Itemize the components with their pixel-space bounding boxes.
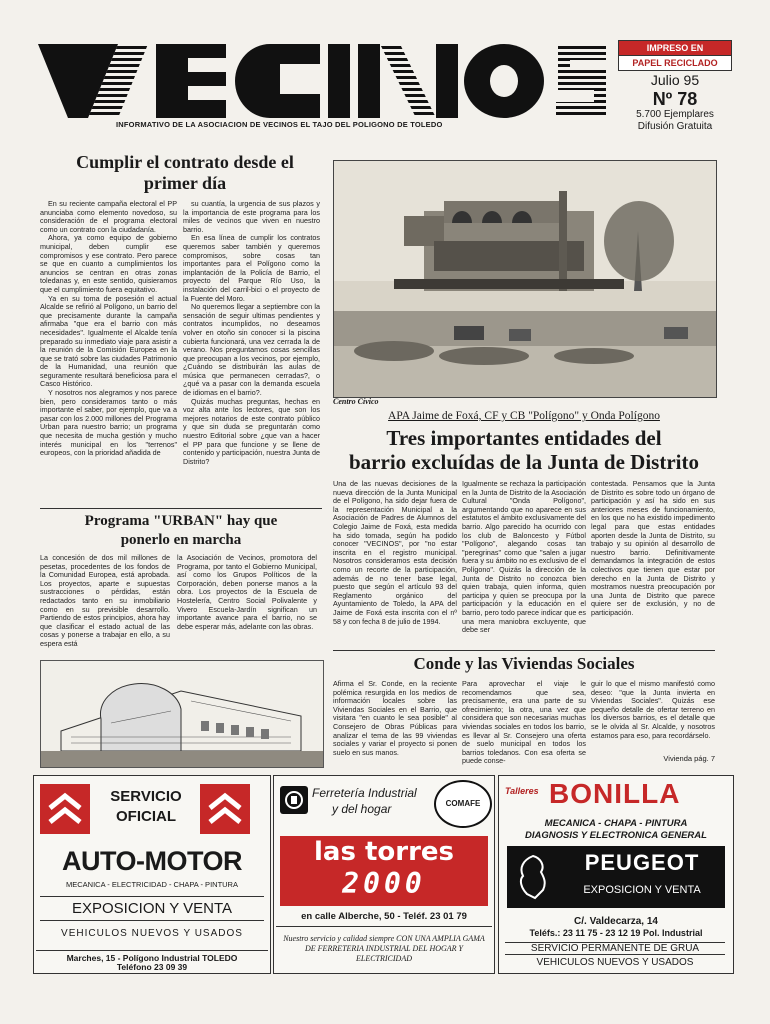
issue-info [618,40,732,138]
building-illustration [334,161,716,397]
article2-title-line2: barrio excluídas de la Junta de Distrito [349,450,699,474]
bonilla-trades1: MECANICA - CHAPA - PINTURA [544,818,688,829]
photo-caption: Centro Cívico [333,397,379,406]
distribution: Difusión Gratuita [637,121,713,132]
article1-col2 [183,200,320,505]
hardware-icon [280,786,308,814]
article2-title-line1: Tres importantes entidades del [386,426,662,450]
bonilla-prefix: Talleres [505,786,539,796]
article1-p7: No queremos llegar a septiembre con la sensación de seguir ultimas pendientes y contratos incumplidos, no deseamos volver en otoño sin conocer si la piscina cubierta funcionará, una vez cerrada la de verano. Nos preguntamos cosas sencillas que preocupan a los vecinos, por ejemplo, ¿Cuándo se distribuirán las aulas de música que permanecen cerradas?, o ¿qué va a pasar con la demanda escuela de idiomas en el barrio?. [183,302,320,398]
issue-date: Julio 95 [650,72,700,88]
lastorres-address: en calle Alberche, 50 - Teléf. 23 01 79 [276,911,492,927]
automotor-service: SERVICIO [110,788,182,805]
article1-title-line1: Cumplir el contrato desde el [76,152,294,172]
article1-col1 [40,200,177,505]
issue-number: Nº 78 [652,89,698,109]
ad-lastorres [273,775,495,974]
bonilla-trades2: DIAGNOSIS Y ELECTRONICA GENERAL [525,830,707,841]
article4-title: Conde y las Viviendas Sociales [413,654,635,673]
article1-p3: Ya en su toma de posesión el actual Alcalde se refirió al Polígono, un barrio del que precisamente durante la campaña afirmaba "que era el barrio con más necesidades". Igualmente el Alcalde tenía preparado su inmediato viaje para asistir a la reunión de la Comisión Europea en la que se trató sobre las ciudades Patrimonio de la Humanidad, una reunión que seguramente resultará beneficiosa para el Casco Histórico. [40,293,177,389]
peugeot-brand: PEUGEOT [584,850,700,875]
urban-building-illustration [40,660,324,768]
masthead-subtitle: INFORMATIVO DE LA ASOCIACION DE VECINOS EL TAJO DEL POLIGONO DE TOLEDO [116,120,443,129]
automotor-phone: Teléfono 23 09 39 [116,962,188,972]
bonilla-phones: Teléfs.: 23 11 75 - 23 12 19 Pol. Industrial [529,928,703,938]
article1-p8: Quizás muchas preguntas, hechas en voz alta ante los lectores, que son los mejores notarios de este contrato público y que sin duda se preguntarán como nuestro Editorial sobre ¿que van a hacer el PP para que funcione y se llene de contenido y participación, nuestra Junta de Distrito? [183,396,320,466]
ad-automotor [33,775,271,974]
automotor-trades: MECANICA - ELECTRICIDAD - CHAPA - PINTURA [66,880,238,889]
article4-col1: Afirma el Sr. Conde, en la reciente polémica resurgida en los medios de información locales sobre las Viviendas Sociales en el Barrio, que visitara "en cuanto le sea posible" al Consejero de Obras Públicas para analizar el tema de las 99 viviendas sociales y variar el proyecto si ponen suelo en sus manos. [333,680,457,757]
article1-title [40,152,330,194]
article3-rule-top [40,508,322,509]
lastorres-line1: Ferretería Industrial [312,786,417,800]
automotor-official: OFICIAL [116,808,176,825]
article2-col1: Una de las nuevas decisiones de la nueva dirección de la Junta Municipal de el Polígono, ha sido dejar fuera de la representación Municipal a la Asociación de Padres de Alumnos del Colegio Jaime de Foxá, esta medida ha sido tomada, según ha podido conocer "VECINOS", por "no estar inscrita en el registro municipal. Nosotros consideramos esta decisión como un recorte de la participación, además de no tener base legal, puesto que según el artículo 93 del Reglamento orgánico del Ayuntamiento de Toledo, la APA del Jaime de Foxá esta inscrita con el nº 58 y con fecha 8 de julio de 1994. [333,480,457,626]
lastorres-brand2: 2000 [342,867,426,900]
article2-col2: Igualmente se rechaza la participación en la Junta de Distrito de la Asociación Cultural "Onda Polígono", argumentando que no aparece en sus estatutos el ámbito exclusivamente del barrio. Algo parecido ha ocurrido con los club de Baloncesto y Fútbol "Polígono", alegando cosas tan "peregrinas" como que "salen a jugar fuera y su ámbito no es exclusivo de el Polígono". Quizás la dirección de la Junta de Distrito no conozca bien quien trabaja, quien informa, quien participa y quien se preocupa por la participación y la educación en el barrio, pero todo parece indicar que es una mera maniobra excluyente, que debe ser [462,480,586,635]
automotor-name: AUTO-MOTOR [62,846,242,876]
article1-p6: En esa línea de cumplir los contratos queremos saber también y queremos compromisos, sobre cosas tan importantes para el Polígono como la implantación de la Policía de Barrio, el proyecto del Parque Río Uso, la instalación del carril-bici o el proyecto de la Fuente del Moro. [183,233,320,303]
article2-title [333,426,715,474]
article4-continued: Vivienda pág. 7 [663,754,715,763]
peugeot-block [507,846,725,908]
article3-title-line2: ponerlo en marcha [120,532,242,548]
masthead-title [38,40,608,120]
lastorres-line2: y del hogar [332,802,392,816]
automotor-address: Marches, 15 - Polígono Industrial TOLEDO [36,950,268,963]
article4-col2: Para aprovechar el viaje le recomendamos que sea, precisamente, era una parte de su ofrecimiento; la otra, una vez que considera que son necesarias muchas viviendas sociales en todos los barrio, es llevar al Sr. Consejero una oferta de suelo municipal en todos los barrios toledanos. Con esa oferta se puede conse- [462,680,586,765]
article4-rule-top [333,650,715,651]
article1-p4: Y nosotros nos alegramos y nos parece bien, pero consideramos tanto o más importante el saber, por ejemplo, que va a pasar con los 2.000 millones del Programa Urban para nuestro barrio; un programa que necesita de mucha gestión y mucho interés municipal en los "terrenos" europeos, con la prioridad añadida de [40,388,177,458]
bonilla-address: C/. Valdecarza, 14 [574,916,658,927]
article1-p1: En su reciente campaña electoral el PP anunciaba como elemento novedoso, su consideración de el programa electoral como un contrato con la ciudadanía. [40,200,177,234]
comafe-text: COMAFE [445,799,481,808]
peugeot-exposition: EXPOSICION Y VENTA [583,884,701,896]
lastorres-brand-block [280,836,488,906]
article1-p5: su cuantía, la urgencia de sus plazos y la importancia de este programa para los miles de vecinos que viven en nuestro barrio. [183,200,320,234]
masthead-logo [38,40,608,120]
ad-bonilla [498,775,734,974]
lastorres-slogan: Nuestro servicio y calidad siempre CON UNA AMPLIA GAMA DE FERRETERIA INDUSTRIAL DEL HOGAR Y ELECTRICIDAD [283,934,485,963]
article1-title-line2: primer día [143,173,227,193]
copies-count: 5.700 Ejemplares [636,109,714,120]
bonilla-vehicles: VEHICULOS NUEVOS Y USADOS [536,957,694,968]
automotor-exposition: EXPOSICION Y VENTA [40,896,264,921]
article4-col3: guir lo que el mismo manifestó como deseo: "que la Junta invierta en Viviendas Sociales". Quizás ese pequeño detalle de ofertar terreno en los diversos barrios, es el detalle que se le olvida al Sr. Alcalde, y nosotros estamos para eso, para recordárselo. [591,680,715,740]
printed-label: IMPRESO EN [618,40,732,56]
article2-col3: contestada. Pensamos que la Junta de Distrito es sobre todo un órgano de participación y así ha sido en sus anteriores meses de funcionamiento, en los que no ha existido impedimento legal para que estas entidades aporten desde la Junta de Distrito, su trabajo y su opinión al desarrollo de nuestro barrio. Definitivamente demandamos la integración de estos colectivos que tienen que estar por derecho en la Junta de Distrito y mostramos nuestra preocupación por una Junta de Distrito que parece quiere ser de exclusión, y no de participación. [591,480,715,617]
centro-civico-photo [333,160,717,398]
comafe-logo [434,780,492,828]
article1-p2: Ahora, ya como equipo de gobierno municipal, deben cumplir ese compromisos y ese contrato. Pero parece se que en cuanto a cumplimientos los anuncios se centran en otras zonas toledanas y, en este sentido, quisieramos que el cumplimiento fuera equitativo. [40,233,177,294]
masthead [38,40,608,130]
article3-col1: La concesión de dos mil millones de pesetas, procedentes de los fondos de la Comunidad Europea, está aprobada. Los proyectos, aparte e supuestas sustracciones o pérdidas, están redactados tanto en su inmobiliario como en su previsible desarrollo. Partiendo de estos principios, ahora hay que clasificar el estado actual de las cosas y ponerse a trabajar en ello, a su espera está [40,554,170,648]
article3-title [40,512,322,550]
bonilla-service: SERVICIO PERMANENTE DE GRUA [505,942,725,955]
peugeot-lion-icon [513,854,553,900]
article3-title-line1: Programa "URBAN" hay que [84,513,278,529]
lastorres-brand: las torres [313,837,455,867]
citroen-logo-left [40,784,90,834]
citroen-logo-right [200,784,250,834]
recycled-label: PAPEL RECICLADO [618,56,732,71]
article2-kicker: APA Jaime de Foxá, CF y CB "Polígono" y Onda Polígono [388,410,660,422]
bonilla-name: BONILLA [549,778,681,809]
article3-col2: la Asociación de Vecinos, promotora del Programa, por tanto el Gobierno Municipal, así como los Grupos Políticos de la Corporación, deben ponerse manos a la obra. Los proyectos de la Escuela de Hostelería, Centro Social Polivalente y Vivero Escuela-Jardín significan un importante avance para el barrio, no se debe esperar más, adelante con las obras. [177,554,317,631]
automotor-vehicles: VEHICULOS NUEVOS Y USADOS [61,928,243,939]
